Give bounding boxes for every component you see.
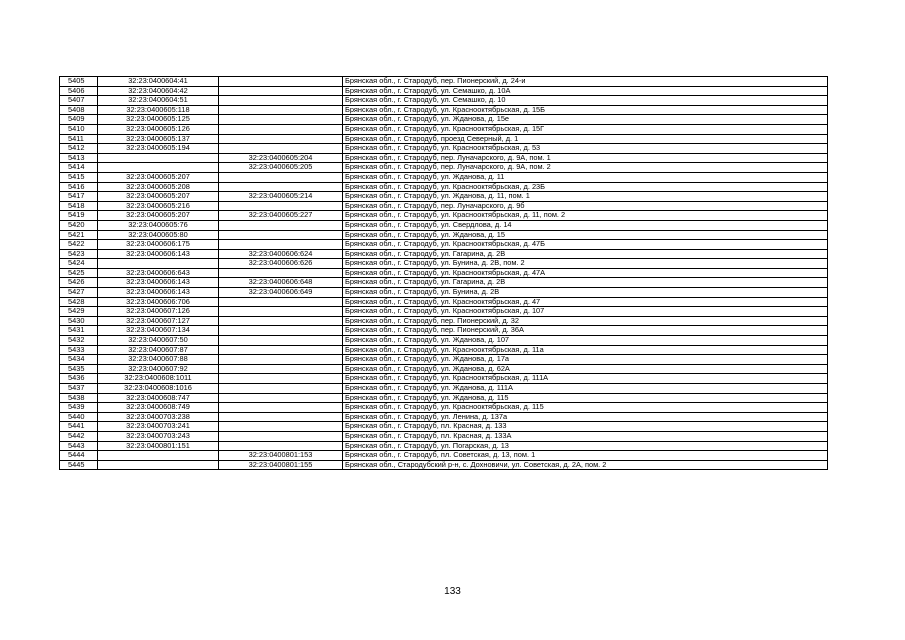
premises-cadastral-number-cell <box>219 364 343 374</box>
premises-cadastral-number-cell: 32:23:0400606:626 <box>219 259 343 269</box>
row-number-cell: 5419 <box>60 211 98 221</box>
row-number-cell: 5438 <box>60 393 98 403</box>
address-cell: Брянская обл., г. Стародуб, ул. Краснооктябрьская, д. 53 <box>343 144 828 154</box>
premises-cadastral-number-cell <box>219 96 343 106</box>
premises-cadastral-number-cell <box>219 412 343 422</box>
premises-cadastral-number-cell <box>219 326 343 336</box>
cadastral-number-cell: 32:23:0400605:76 <box>98 220 219 230</box>
premises-cadastral-number-cell <box>219 384 343 394</box>
cadastral-number-cell <box>98 163 219 173</box>
address-cell: Брянская обл., г. Стародуб, пл. Советская, д. 13, пом. 1 <box>343 451 828 461</box>
row-number-cell: 5409 <box>60 115 98 125</box>
row-number-cell: 5416 <box>60 182 98 192</box>
premises-cadastral-number-cell <box>219 441 343 451</box>
address-cell: Брянская обл., г. Стародуб, ул. Жданова, д. 111А <box>343 384 828 394</box>
cadastral-number-cell: 32:23:0400607:134 <box>98 326 219 336</box>
address-cell: Брянская обл., г. Стародуб, ул. Жданова, д. 15 <box>343 230 828 240</box>
row-number-cell: 5405 <box>60 77 98 87</box>
row-number-cell: 5445 <box>60 460 98 470</box>
cadastral-number-cell: 32:23:0400605:80 <box>98 230 219 240</box>
cadastral-number-cell <box>98 153 219 163</box>
premises-cadastral-number-cell: 32:23:0400605:214 <box>219 192 343 202</box>
premises-cadastral-number-cell <box>219 403 343 413</box>
address-cell: Брянская обл., г. Стародуб, пер. Луначарского, д. 9А, пом. 2 <box>343 163 828 173</box>
address-cell: Брянская обл., г. Стародуб, ул. Краснооктябрьская, д. 111А <box>343 374 828 384</box>
table-row <box>60 249 828 259</box>
table-row <box>60 326 828 336</box>
row-number-cell: 5434 <box>60 355 98 365</box>
row-number-cell: 5421 <box>60 230 98 240</box>
cadastral-number-cell: 32:23:0400608:749 <box>98 403 219 413</box>
table-row <box>60 96 828 106</box>
row-number-cell: 5430 <box>60 316 98 326</box>
table-row <box>60 364 828 374</box>
page-number: 133 <box>444 586 461 597</box>
table-row <box>60 422 828 432</box>
address-cell: Брянская обл., г. Стародуб, ул. Краснооктябрьская, д. 47А <box>343 268 828 278</box>
table-row <box>60 336 828 346</box>
table-row <box>60 412 828 422</box>
address-cell: Брянская обл., г. Стародуб, ул. Жданова, д. 17а <box>343 355 828 365</box>
table-row <box>60 220 828 230</box>
premises-cadastral-number-cell: 32:23:0400606:648 <box>219 278 343 288</box>
table-row <box>60 172 828 182</box>
table-row <box>60 460 828 470</box>
cadastral-number-cell <box>98 259 219 269</box>
table-row <box>60 297 828 307</box>
address-cell: Брянская обл., г. Стародуб, пер. Пионерский, д. 24-и <box>343 77 828 87</box>
premises-cadastral-number-cell <box>219 105 343 115</box>
premises-cadastral-number-cell <box>219 201 343 211</box>
cadastral-number-cell: 32:23:0400703:243 <box>98 431 219 441</box>
address-cell: Брянская обл., г. Стародуб, ул. Бунина, д. 2В <box>343 288 828 298</box>
address-cell: Брянская обл., г. Стародуб, ул. Краснооктябрьская, д. 15Б <box>343 105 828 115</box>
row-number-cell: 5407 <box>60 96 98 106</box>
cadastral-number-cell: 32:23:0400608:1011 <box>98 374 219 384</box>
cadastral-number-cell: 32:23:0400607:126 <box>98 307 219 317</box>
address-cell: Брянская обл., г. Стародуб, ул. Жданова, д. 115 <box>343 393 828 403</box>
cadastral-number-cell: 32:23:0400607:92 <box>98 364 219 374</box>
cadastral-number-cell: 32:23:0400607:87 <box>98 345 219 355</box>
cadastral-number-cell: 32:23:0400606:706 <box>98 297 219 307</box>
address-cell: Брянская обл., г. Стародуб, ул. Краснооктябрьская, д. 15Г <box>343 124 828 134</box>
table-row <box>60 384 828 394</box>
address-cell: Брянская обл., г. Стародуб, пл. Красная, д. 133А <box>343 431 828 441</box>
row-number-cell: 5433 <box>60 345 98 355</box>
cadastral-number-cell: 32:23:0400604:41 <box>98 77 219 87</box>
table-row <box>60 288 828 298</box>
address-cell: Брянская обл., г. Стародуб, ул. Погарская, д. 13 <box>343 441 828 451</box>
table-row <box>60 240 828 250</box>
address-cell: Брянская обл., г. Стародуб, пер. Пионерский, д. 36А <box>343 326 828 336</box>
row-number-cell: 5415 <box>60 172 98 182</box>
row-number-cell: 5422 <box>60 240 98 250</box>
premises-cadastral-number-cell <box>219 77 343 87</box>
premises-cadastral-number-cell <box>219 220 343 230</box>
row-number-cell: 5408 <box>60 105 98 115</box>
premises-cadastral-number-cell: 32:23:0400605:227 <box>219 211 343 221</box>
table-row <box>60 307 828 317</box>
table-row <box>60 163 828 173</box>
table-row <box>60 201 828 211</box>
cadastral-number-cell: 32:23:0400605:126 <box>98 124 219 134</box>
address-cell: Брянская обл., Стародубский р-н, с. Дохновичи, ул. Советская, д. 2А, пом. 2 <box>343 460 828 470</box>
premises-cadastral-number-cell <box>219 345 343 355</box>
table-row <box>60 403 828 413</box>
premises-cadastral-number-cell <box>219 240 343 250</box>
cadastral-number-cell <box>98 460 219 470</box>
row-number-cell: 5411 <box>60 134 98 144</box>
address-cell: Брянская обл., г. Стародуб, ул. Краснооктябрьская, д. 47 <box>343 297 828 307</box>
row-number-cell: 5423 <box>60 249 98 259</box>
cadastral-number-cell: 32:23:0400605:194 <box>98 144 219 154</box>
table-row <box>60 278 828 288</box>
table-row <box>60 115 828 125</box>
cadastral-number-cell <box>98 451 219 461</box>
row-number-cell: 5440 <box>60 412 98 422</box>
row-number-cell: 5426 <box>60 278 98 288</box>
address-cell: Брянская обл., г. Стародуб, ул. Гагарина, д. 2В <box>343 249 828 259</box>
row-number-cell: 5413 <box>60 153 98 163</box>
premises-cadastral-number-cell: 32:23:0400606:649 <box>219 288 343 298</box>
premises-cadastral-number-cell <box>219 134 343 144</box>
premises-cadastral-number-cell <box>219 431 343 441</box>
cadastral-number-cell: 32:23:0400607:127 <box>98 316 219 326</box>
address-cell: Брянская обл., г. Стародуб, ул. Свердлова, д. 14 <box>343 220 828 230</box>
premises-cadastral-number-cell <box>219 115 343 125</box>
table-row <box>60 431 828 441</box>
address-cell: Брянская обл., г. Стародуб, пл. Красная, д. 133 <box>343 422 828 432</box>
address-cell: Брянская обл., г. Стародуб, ул. Краснооктябрьская, д. 23Б <box>343 182 828 192</box>
table-row <box>60 192 828 202</box>
cadastral-number-cell: 32:23:0400605:208 <box>98 182 219 192</box>
row-number-cell: 5429 <box>60 307 98 317</box>
row-number-cell: 5443 <box>60 441 98 451</box>
table-row <box>60 211 828 221</box>
table-row <box>60 230 828 240</box>
address-cell: Брянская обл., г. Стародуб, ул. Жданова, д. 11, пом. 1 <box>343 192 828 202</box>
table-row <box>60 345 828 355</box>
premises-cadastral-number-cell <box>219 86 343 96</box>
row-number-cell: 5432 <box>60 336 98 346</box>
cadastral-number-cell: 32:23:0400605:125 <box>98 115 219 125</box>
row-number-cell: 5420 <box>60 220 98 230</box>
address-cell: Брянская обл., г. Стародуб, ул. Гагарина, д. 2В <box>343 278 828 288</box>
row-number-cell: 5444 <box>60 451 98 461</box>
property-table <box>59 76 828 470</box>
premises-cadastral-number-cell: 32:23:0400605:205 <box>219 163 343 173</box>
table-row <box>60 268 828 278</box>
cadastral-number-cell: 32:23:0400607:50 <box>98 336 219 346</box>
address-cell: Брянская обл., г. Стародуб, пер. Луначарского, д. 9А, пом. 1 <box>343 153 828 163</box>
cadastral-number-cell: 32:23:0400606:643 <box>98 268 219 278</box>
table-row <box>60 124 828 134</box>
address-cell: Брянская обл., г. Стародуб, ул. Краснооктябрьская, д. 11а <box>343 345 828 355</box>
cadastral-number-cell: 32:23:0400703:241 <box>98 422 219 432</box>
table-row <box>60 77 828 87</box>
cadastral-number-cell: 32:23:0400607:88 <box>98 355 219 365</box>
row-number-cell: 5425 <box>60 268 98 278</box>
premises-cadastral-number-cell <box>219 316 343 326</box>
premises-cadastral-number-cell <box>219 336 343 346</box>
address-cell: Брянская обл., г. Стародуб, ул. Краснооктябрьская, д. 115 <box>343 403 828 413</box>
address-cell: Брянская обл., г. Стародуб, ул. Краснооктябрьская, д. 11, пом. 2 <box>343 211 828 221</box>
premises-cadastral-number-cell <box>219 422 343 432</box>
cadastral-number-cell: 32:23:0400606:143 <box>98 288 219 298</box>
cadastral-number-cell: 32:23:0400605:207 <box>98 192 219 202</box>
address-cell: Брянская обл., г. Стародуб, проезд Северный, д. 1 <box>343 134 828 144</box>
premises-cadastral-number-cell <box>219 182 343 192</box>
table-row <box>60 374 828 384</box>
premises-cadastral-number-cell <box>219 144 343 154</box>
row-number-cell: 5439 <box>60 403 98 413</box>
address-cell: Брянская обл., г. Стародуб, ул. Семашко, д. 10 <box>343 96 828 106</box>
cadastral-number-cell: 32:23:0400605:207 <box>98 172 219 182</box>
premises-cadastral-number-cell <box>219 124 343 134</box>
cadastral-number-cell: 32:23:0400608:1016 <box>98 384 219 394</box>
cadastral-number-cell: 32:23:0400606:143 <box>98 278 219 288</box>
row-number-cell: 5406 <box>60 86 98 96</box>
cadastral-number-cell: 32:23:0400606:175 <box>98 240 219 250</box>
address-cell: Брянская обл., г. Стародуб, ул. Жданова, д. 11 <box>343 172 828 182</box>
address-cell: Брянская обл., г. Стародуб, ул. Ленина, д. 137а <box>343 412 828 422</box>
premises-cadastral-number-cell <box>219 172 343 182</box>
address-cell: Брянская обл., г. Стародуб, пер. Пионерский, д. 32 <box>343 316 828 326</box>
premises-cadastral-number-cell: 32:23:0400605:204 <box>219 153 343 163</box>
table-row <box>60 355 828 365</box>
table-row <box>60 393 828 403</box>
row-number-cell: 5410 <box>60 124 98 134</box>
premises-cadastral-number-cell <box>219 355 343 365</box>
row-number-cell: 5424 <box>60 259 98 269</box>
cadastral-number-cell: 32:23:0400703:238 <box>98 412 219 422</box>
address-cell: Брянская обл., г. Стародуб, пер. Луначарского, д. 9б <box>343 201 828 211</box>
table-row <box>60 86 828 96</box>
table-row <box>60 259 828 269</box>
cadastral-number-cell: 32:23:0400604:42 <box>98 86 219 96</box>
address-cell: Брянская обл., г. Стародуб, ул. Краснооктябрьская, д. 107 <box>343 307 828 317</box>
address-cell: Брянская обл., г. Стародуб, ул. Жданова, д. 62А <box>343 364 828 374</box>
table-body <box>60 77 828 470</box>
table-row <box>60 451 828 461</box>
cadastral-number-cell: 32:23:0400605:137 <box>98 134 219 144</box>
premises-cadastral-number-cell: 32:23:0400606:624 <box>219 249 343 259</box>
table-row <box>60 182 828 192</box>
row-number-cell: 5431 <box>60 326 98 336</box>
row-number-cell: 5436 <box>60 374 98 384</box>
cadastral-number-cell: 32:23:0400605:216 <box>98 201 219 211</box>
row-number-cell: 5412 <box>60 144 98 154</box>
premises-cadastral-number-cell <box>219 374 343 384</box>
premises-cadastral-number-cell <box>219 393 343 403</box>
cadastral-number-cell: 32:23:0400605:118 <box>98 105 219 115</box>
table-row <box>60 153 828 163</box>
row-number-cell: 5417 <box>60 192 98 202</box>
cadastral-number-cell: 32:23:0400604:51 <box>98 96 219 106</box>
premises-cadastral-number-cell <box>219 268 343 278</box>
row-number-cell: 5441 <box>60 422 98 432</box>
row-number-cell: 5435 <box>60 364 98 374</box>
row-number-cell: 5437 <box>60 384 98 394</box>
address-cell: Брянская обл., г. Стародуб, ул. Краснооктябрьская, д. 47Б <box>343 240 828 250</box>
table-row <box>60 105 828 115</box>
row-number-cell: 5418 <box>60 201 98 211</box>
premises-cadastral-number-cell <box>219 297 343 307</box>
table-row <box>60 441 828 451</box>
cadastral-number-cell: 32:23:0400606:143 <box>98 249 219 259</box>
premises-cadastral-number-cell: 32:23:0400801:153 <box>219 451 343 461</box>
address-cell: Брянская обл., г. Стародуб, ул. Жданова, д. 107 <box>343 336 828 346</box>
table-row <box>60 316 828 326</box>
table-row <box>60 134 828 144</box>
address-cell: Брянская обл., г. Стародуб, ул. Бунина, д. 2В, пом. 2 <box>343 259 828 269</box>
cadastral-number-cell: 32:23:0400608:747 <box>98 393 219 403</box>
table-row <box>60 144 828 154</box>
address-cell: Брянская обл., г. Стародуб, ул. Семашко, д. 10А <box>343 86 828 96</box>
premises-cadastral-number-cell <box>219 230 343 240</box>
premises-cadastral-number-cell: 32:23:0400801:155 <box>219 460 343 470</box>
row-number-cell: 5442 <box>60 431 98 441</box>
cadastral-number-cell: 32:23:0400605:207 <box>98 211 219 221</box>
row-number-cell: 5414 <box>60 163 98 173</box>
address-cell: Брянская обл., г. Стародуб, ул. Жданова, д. 15е <box>343 115 828 125</box>
cadastral-number-cell: 32:23:0400801:151 <box>98 441 219 451</box>
row-number-cell: 5427 <box>60 288 98 298</box>
premises-cadastral-number-cell <box>219 307 343 317</box>
row-number-cell: 5428 <box>60 297 98 307</box>
